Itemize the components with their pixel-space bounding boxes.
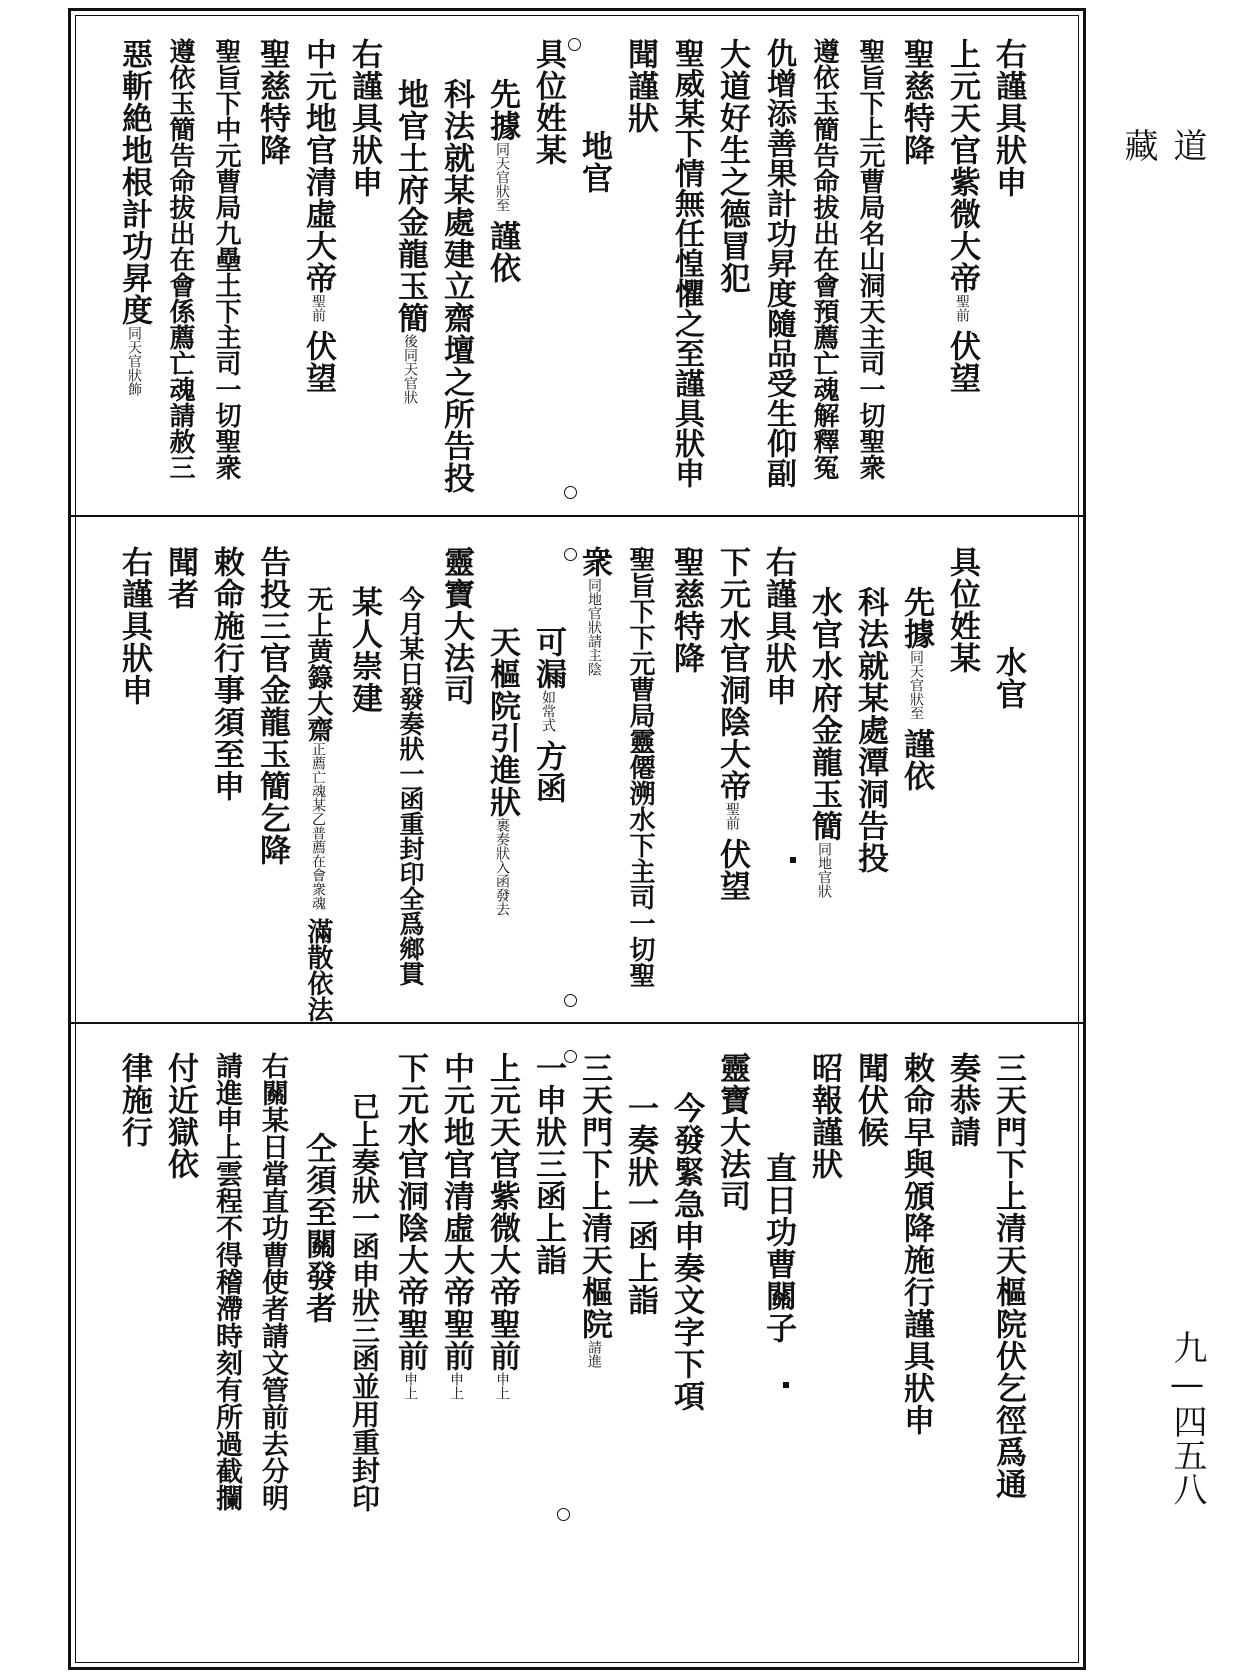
text-column <box>576 1052 612 1368</box>
text-column <box>208 546 244 802</box>
column-text: 告投三官金龍玉簡乞降 <box>254 546 290 866</box>
column-text: 地官土府金龍玉簡 <box>392 78 428 334</box>
column-text: 先據 <box>898 586 934 650</box>
column-text: 聖慈特降 <box>668 546 704 674</box>
text-column <box>760 1152 796 1344</box>
text-panel-bottom <box>78 1032 1078 1532</box>
interlinear-note: 申上 <box>494 1372 510 1400</box>
text-column <box>990 646 1026 710</box>
text-column <box>254 1052 290 1511</box>
text-column <box>438 1052 474 1400</box>
text-column <box>806 1052 842 1180</box>
interlinear-note: 申上 <box>448 1372 464 1400</box>
text-column <box>530 38 566 166</box>
column-text: 聖慈特降 <box>898 38 934 166</box>
interlinear-note: 裹奏狀入函發去 <box>494 818 510 916</box>
text-column <box>208 38 244 480</box>
interlinear-note: 後同天官狀 <box>402 334 418 404</box>
book-title: 道藏 <box>1118 128 1207 232</box>
column-text: 三天門下上清天樞院 <box>576 1052 612 1340</box>
column-text: 具位姓某 <box>530 38 566 166</box>
column-text: 三天門下上清天樞院伏乞徑爲通 <box>990 1052 1026 1500</box>
column-tail-text: 謹依 <box>484 220 520 284</box>
text-column <box>116 1052 152 1148</box>
column-text: 遵依玉簡告命拔出在會係薦亡魂請赦三 <box>165 38 195 480</box>
text-column <box>806 38 842 480</box>
interlinear-note: 聖前 <box>310 294 326 322</box>
column-text: 地官 <box>576 130 612 194</box>
text-panel-middle <box>78 526 1078 1022</box>
text-column <box>484 1052 520 1400</box>
text-column <box>898 1052 934 1436</box>
text-column <box>484 78 520 284</box>
text-column <box>116 546 152 706</box>
text-column <box>668 546 704 674</box>
column-tail-text: 伏望 <box>944 330 980 394</box>
column-text: 右關某日當直功曹使者請文管前去分明 <box>257 1052 288 1511</box>
interlinear-note: 聖前 <box>724 802 740 830</box>
column-text: 聖旨下上元曹局名山洞天主司一切聖衆 <box>855 38 885 480</box>
text-column <box>530 1052 566 1276</box>
column-text: 仇增添善果計功昇度隨品受生仰副 <box>761 38 796 488</box>
text-column <box>392 78 428 404</box>
text-column <box>162 1052 198 1180</box>
text-column <box>254 38 290 166</box>
column-text: 一申狀三函上詣 <box>530 1052 566 1276</box>
interlinear-note: 同天官狀飾 <box>126 326 142 396</box>
interlinear-note: 聖前 <box>954 294 970 322</box>
column-text: 聞伏候 <box>852 1052 888 1148</box>
text-column <box>944 1052 980 1148</box>
text-column <box>208 1052 244 1511</box>
column-text: 已上奏狀一函申狀三函並用重封印 <box>348 1092 381 1512</box>
text-column <box>484 626 520 916</box>
text-column <box>438 78 474 494</box>
column-text: 右謹具狀申 <box>990 38 1026 198</box>
column-text: 下元水官洞陰大帝 <box>714 546 750 802</box>
column-text: 右謹具狀申 <box>760 546 796 706</box>
column-text: 遵依玉簡告命拔出在會預薦亡魂解釋冤 <box>809 38 839 480</box>
column-text: 右謹具狀申 <box>346 38 382 198</box>
column-text: 聖威某下情無任惶懼之至謹具狀申 <box>669 38 704 488</box>
text-column <box>162 38 198 480</box>
text-column <box>852 586 888 874</box>
column-text: 付近獄依 <box>162 1052 198 1180</box>
text-column <box>346 38 382 198</box>
text-column <box>898 38 934 166</box>
text-column <box>944 546 980 674</box>
interlinear-note: 申上 <box>402 1372 418 1400</box>
text-column <box>300 586 336 1022</box>
text-column <box>622 1092 658 1316</box>
text-column <box>300 38 336 394</box>
column-text: 水官水府金龍玉簡 <box>806 586 842 842</box>
column-text: 今發緊急申奏文字下項 <box>668 1092 704 1412</box>
text-column <box>346 586 382 714</box>
text-column <box>162 546 198 610</box>
column-text: 聞者 <box>162 546 198 610</box>
column-text: 直日功曹關子 <box>760 1152 796 1344</box>
column-text: 中元地官清虛大帝 <box>300 38 336 294</box>
panel-divider-2 <box>68 1022 1086 1024</box>
column-text: 右謹具狀申 <box>116 546 152 706</box>
column-tail-text: 謹依 <box>898 728 934 792</box>
column-text: 上元天官紫微大帝 <box>944 38 980 294</box>
text-column <box>622 546 658 988</box>
column-text: 衆 <box>576 546 612 578</box>
column-text: 仝須至關發者 <box>300 1132 336 1324</box>
column-tail-text: 滿散依法 <box>303 918 333 1022</box>
text-column <box>898 586 934 792</box>
text-column <box>438 546 474 706</box>
column-text: 天樞院引進狀 <box>484 626 520 818</box>
column-text: 无上黄籙大齋 <box>303 586 333 742</box>
text-column <box>852 38 888 480</box>
interlinear-note: 如常式 <box>540 690 556 732</box>
interlinear-note: 正薦亡魂某乙普薦在會衆魂 <box>310 742 326 910</box>
text-column <box>300 1132 336 1324</box>
column-text: 科法就某處潭洞告投 <box>852 586 888 874</box>
column-text: 具位姓某 <box>944 546 980 674</box>
page-number: 九—四五八 <box>1167 1330 1207 1506</box>
column-text: 先據 <box>484 78 520 142</box>
text-column <box>990 38 1026 198</box>
text-column <box>668 38 704 488</box>
column-text: 敕命施行事須至申 <box>208 546 244 802</box>
text-column <box>714 38 750 294</box>
column-text: 今月某日發奏狀一函重封印全爲鄉貫 <box>396 586 425 986</box>
column-text: 水官 <box>990 646 1026 710</box>
text-column <box>622 38 658 134</box>
text-column <box>852 1052 888 1148</box>
column-text: 聖旨下中元曹局九壘土下主司一切聖衆 <box>211 38 241 480</box>
text-panel-top <box>78 18 1078 510</box>
column-tail-text: 方函 <box>530 740 566 804</box>
text-column <box>254 546 290 866</box>
column-text: 聖慈特降 <box>254 38 290 166</box>
column-text: 大道好生之德冒犯 <box>714 38 750 294</box>
text-column <box>990 1052 1026 1500</box>
text-column <box>346 1092 382 1512</box>
column-tail-text: 伏望 <box>300 330 336 394</box>
column-text: 敕命早與頒降施行謹具狀申 <box>898 1052 934 1436</box>
column-text: 某人崇建 <box>346 586 382 714</box>
interlinear-note: 同地官狀 <box>816 842 832 898</box>
panel-divider-1 <box>68 515 1086 517</box>
column-text: 靈寶大法司 <box>438 546 474 706</box>
column-text: 惡斬絶地根計功昇度 <box>116 38 152 326</box>
column-text: 靈寶大法司 <box>714 1052 750 1212</box>
text-column <box>668 1092 704 1412</box>
column-text: 昭報謹狀 <box>806 1052 842 1180</box>
text-column <box>760 546 796 706</box>
column-text: 律施行 <box>116 1052 152 1148</box>
column-text: 聞謹狀 <box>622 38 658 134</box>
text-column <box>392 1052 428 1400</box>
column-text: 科法就某處建立齋壇之所告投 <box>438 78 474 494</box>
column-tail-text: 伏望 <box>714 838 750 902</box>
interlinear-note: 同地官狀請主陰 <box>586 578 602 676</box>
text-column <box>392 586 428 986</box>
text-column <box>944 38 980 394</box>
column-text: 聖旨下下元曹局靈僊溯水下主司一切聖 <box>625 546 655 988</box>
column-text: 中元地官清虛大帝聖前 <box>438 1052 474 1372</box>
text-column <box>760 38 796 488</box>
column-text: 上元天官紫微大帝聖前 <box>484 1052 520 1372</box>
text-column <box>576 130 612 194</box>
column-text: 奏恭請 <box>944 1052 980 1148</box>
text-column <box>806 586 842 898</box>
column-text: 可漏 <box>530 626 566 690</box>
column-text: 下元水官洞陰大帝聖前 <box>392 1052 428 1372</box>
text-column <box>714 546 750 902</box>
interlinear-note: 同天官狀至 <box>494 142 510 212</box>
text-column <box>714 1052 750 1212</box>
column-text: 請進申上雲程不得稽滯時刻有所過截攔 <box>211 1052 242 1511</box>
text-column <box>116 38 152 396</box>
text-column <box>530 626 566 804</box>
column-text: 一奏狀一函上詣 <box>622 1092 658 1316</box>
interlinear-note: 請進 <box>586 1340 602 1368</box>
text-column <box>576 546 612 676</box>
interlinear-note: 同天官狀至 <box>908 650 924 720</box>
